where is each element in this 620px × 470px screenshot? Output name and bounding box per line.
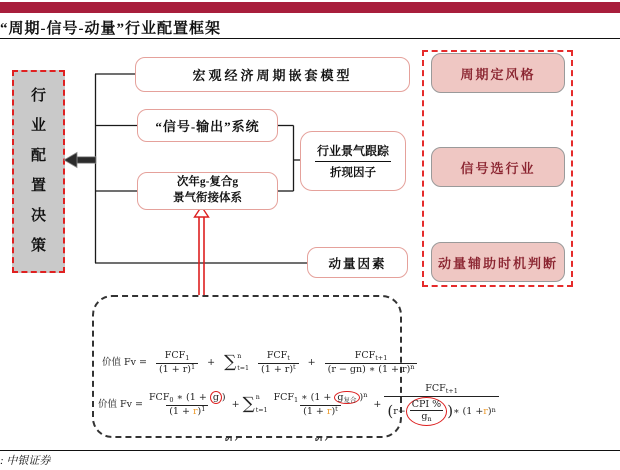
prosperity-tracking-box: 行业景气跟踪 折现因子 — [300, 131, 406, 191]
cycle-style-box: 周期定风格 — [431, 53, 565, 93]
macro-cycle-model-box: 宏观经济周期嵌套模型 — [135, 57, 410, 92]
momentum-timing-box: 动量辅助时机判断 — [431, 242, 565, 282]
industry-allocation-decision-box: 行 业 配 置 决 策 — [12, 70, 65, 273]
momentum-factor-box: 动量因素 — [307, 247, 408, 278]
ddm-formula-row2: 价值 Fv = $\frac{FCF_0 ∗ (1 + g )}{(1 + r)^1}$ + ∑ n t=1 $\frac{FCF_1 ∗ (1 + g_{复合} )^n}{(1 + r)^t}$ + $FCF_{t+1}$ ( r − CPI % $g_n$ ) ∗ (1 + r ) n — [98, 383, 499, 426]
up-arrow-icon — [195, 207, 209, 300]
red-circle-g-compound: $g_{复合}$ — [334, 391, 359, 404]
red-circle-cpi-gn: CPI % $g_n$ — [406, 397, 447, 426]
red-circle-g: g — [210, 391, 222, 404]
sigma-symbol: ∑ n t=1 — [224, 352, 250, 373]
signal-industry-box: 信号选行业 — [431, 147, 565, 187]
next-year-g-box: 次年g-复合g 景气衔接体系 — [137, 172, 278, 210]
ddm-formula-row1: 价值 Fv = $\frac{FCF_1}{(1 + r)^1}$ + ∑ n t=1 $\frac{FCF_t}{(1 + r)^t}$ + $\frac{FCF_{t+1}}{(r - gn) ∗ (1 + r)^n}$ — [102, 350, 417, 375]
left-arrow-icon — [64, 153, 96, 168]
signal-output-system-box: “信号-输出”系统 — [137, 109, 278, 142]
sigma-symbol: ∑ n t=1 — [242, 393, 268, 414]
figure-title: “周期-信号-动量”行业配置框架 — [0, 21, 221, 37]
source-text: : 中银证券 — [0, 455, 51, 467]
